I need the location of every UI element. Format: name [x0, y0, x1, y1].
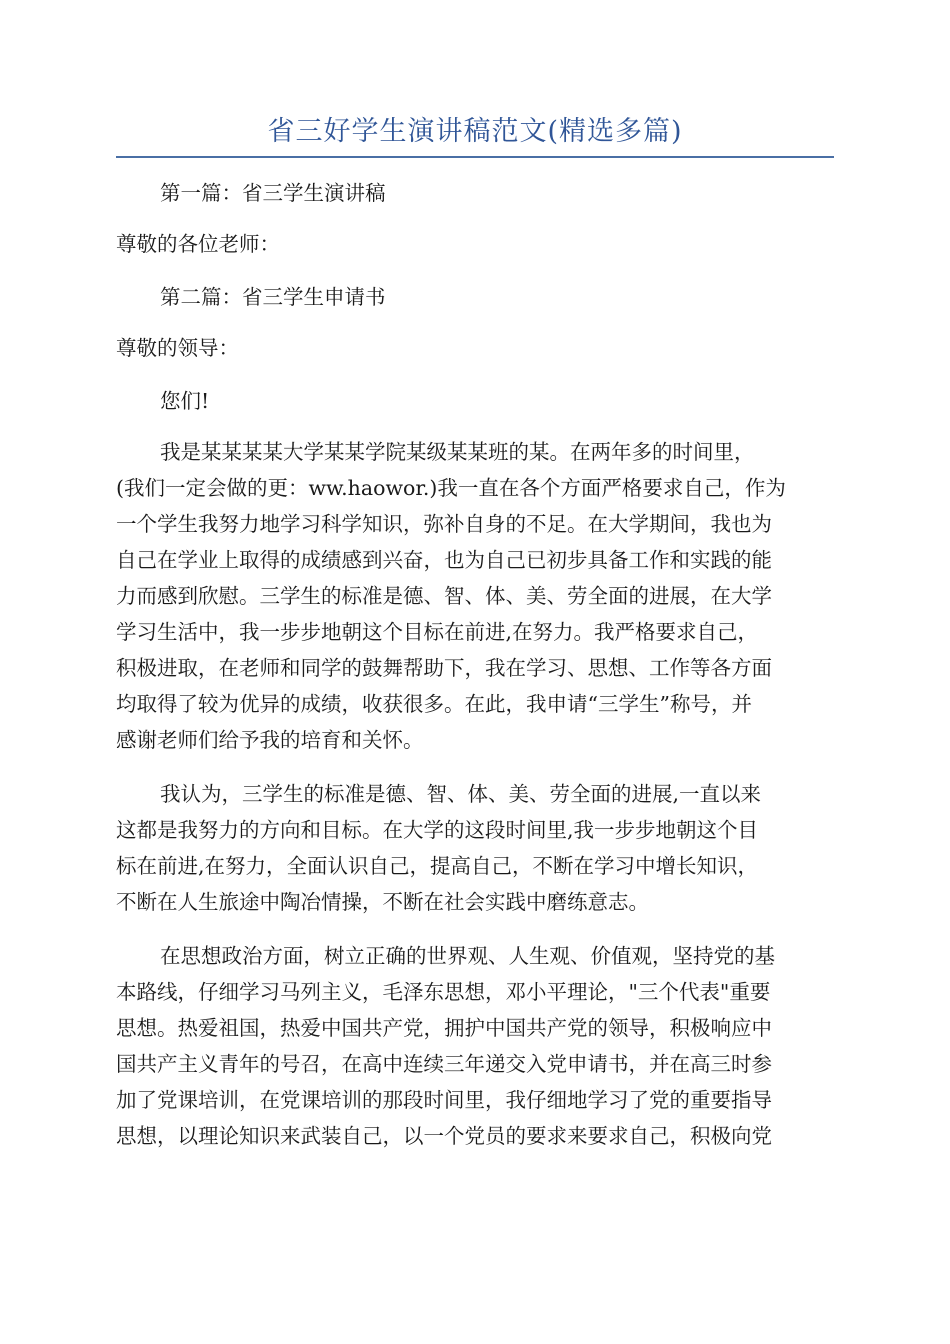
document-title: 省三好学生演讲稿范文(精选多篇): [267, 116, 683, 147]
paragraph-line: 加了党课培训，在党课培训的那段时间里，我仔细地学习了党的重要指导: [116, 1088, 772, 1112]
paragraph-1: [116, 434, 834, 758]
paragraph-line: 学习生活中，我一步步地朝这个目标在前进,在努力。我严格要求自己，: [116, 620, 759, 644]
section-heading-1: 第一篇：省三学生演讲稿: [160, 181, 386, 205]
paragraph-line: 思想。热爱祖国，热爱中国共产党，拥护中国共产党的领导，积极响应中: [116, 1016, 772, 1040]
paragraph-line: 这都是我努力的方向和目标。在大学的这段时间里,我一步步地朝这个目: [116, 818, 759, 842]
salutation-teachers: 尊敬的各位老师：: [116, 232, 280, 256]
document-body: [116, 175, 834, 1172]
paragraph-line: 我认为，三学生的标准是德、智、体、美、劳全面的进展,一直以来: [160, 782, 762, 806]
paragraph-line: 在思想政治方面，树立正确的世界观、人生观、价值观，坚持党的基: [160, 944, 775, 968]
paragraph-line: 思想，以理论知识来武装自己，以一个党员的要求来要求自己，积极向党: [116, 1124, 772, 1148]
paragraph-line: 力而感到欣慰。三学生的标准是德、智、体、美、劳全面的进展，在大学: [116, 584, 772, 608]
paragraph-line: 标在前进,在努力，全面认识自己，提高自己，不断在学习中增长知识，: [116, 854, 759, 878]
paragraph-line: 积极进取，在老师和同学的鼓舞帮助下，我在学习、思想、工作等各方面: [116, 656, 772, 680]
paragraph-line: 一个学生我努力地学习科学知识，弥补自身的不足。在大学期间，我也为: [116, 512, 772, 536]
paragraph-line: 不断在人生旅途中陶冶情操，不断在社会实践中磨练意志。: [116, 890, 649, 914]
paragraph-line: (我们一定会做的更：ww.haowor.)我一直在各个方面严格要求自己，作为: [116, 476, 786, 500]
paragraph-line: 国共产主义青年的号召，在高中连续三年递交入党申请书，并在高三时参: [116, 1052, 772, 1076]
paragraph-line: 我是某某某某大学某某学院某级某某班的某。在两年多的时间里，: [160, 440, 755, 464]
salutation-leaders: 尊敬的领导：: [116, 336, 239, 360]
section-heading-2: 第二篇：省三学生申请书: [160, 285, 386, 309]
paragraph-line: 感谢老师们给予我的培育和关怀。: [116, 728, 424, 752]
paragraph-line: 均取得了较为优异的成绩，收获很多。在此，我申请“三学生”称号，并: [116, 692, 752, 716]
paragraph-line: 自己在学业上取得的成绩感到兴奋，也为自己已初步具备工作和实践的能: [116, 548, 772, 572]
title-bar: [116, 112, 834, 158]
greeting-line: 您们!: [160, 389, 210, 413]
paragraph-2: [116, 776, 834, 920]
paragraph-3: [116, 938, 834, 1154]
paragraph-line: 本路线，仔细学习马列主义，毛泽东思想，邓小平理论，"三个代表"重要: [116, 980, 771, 1004]
